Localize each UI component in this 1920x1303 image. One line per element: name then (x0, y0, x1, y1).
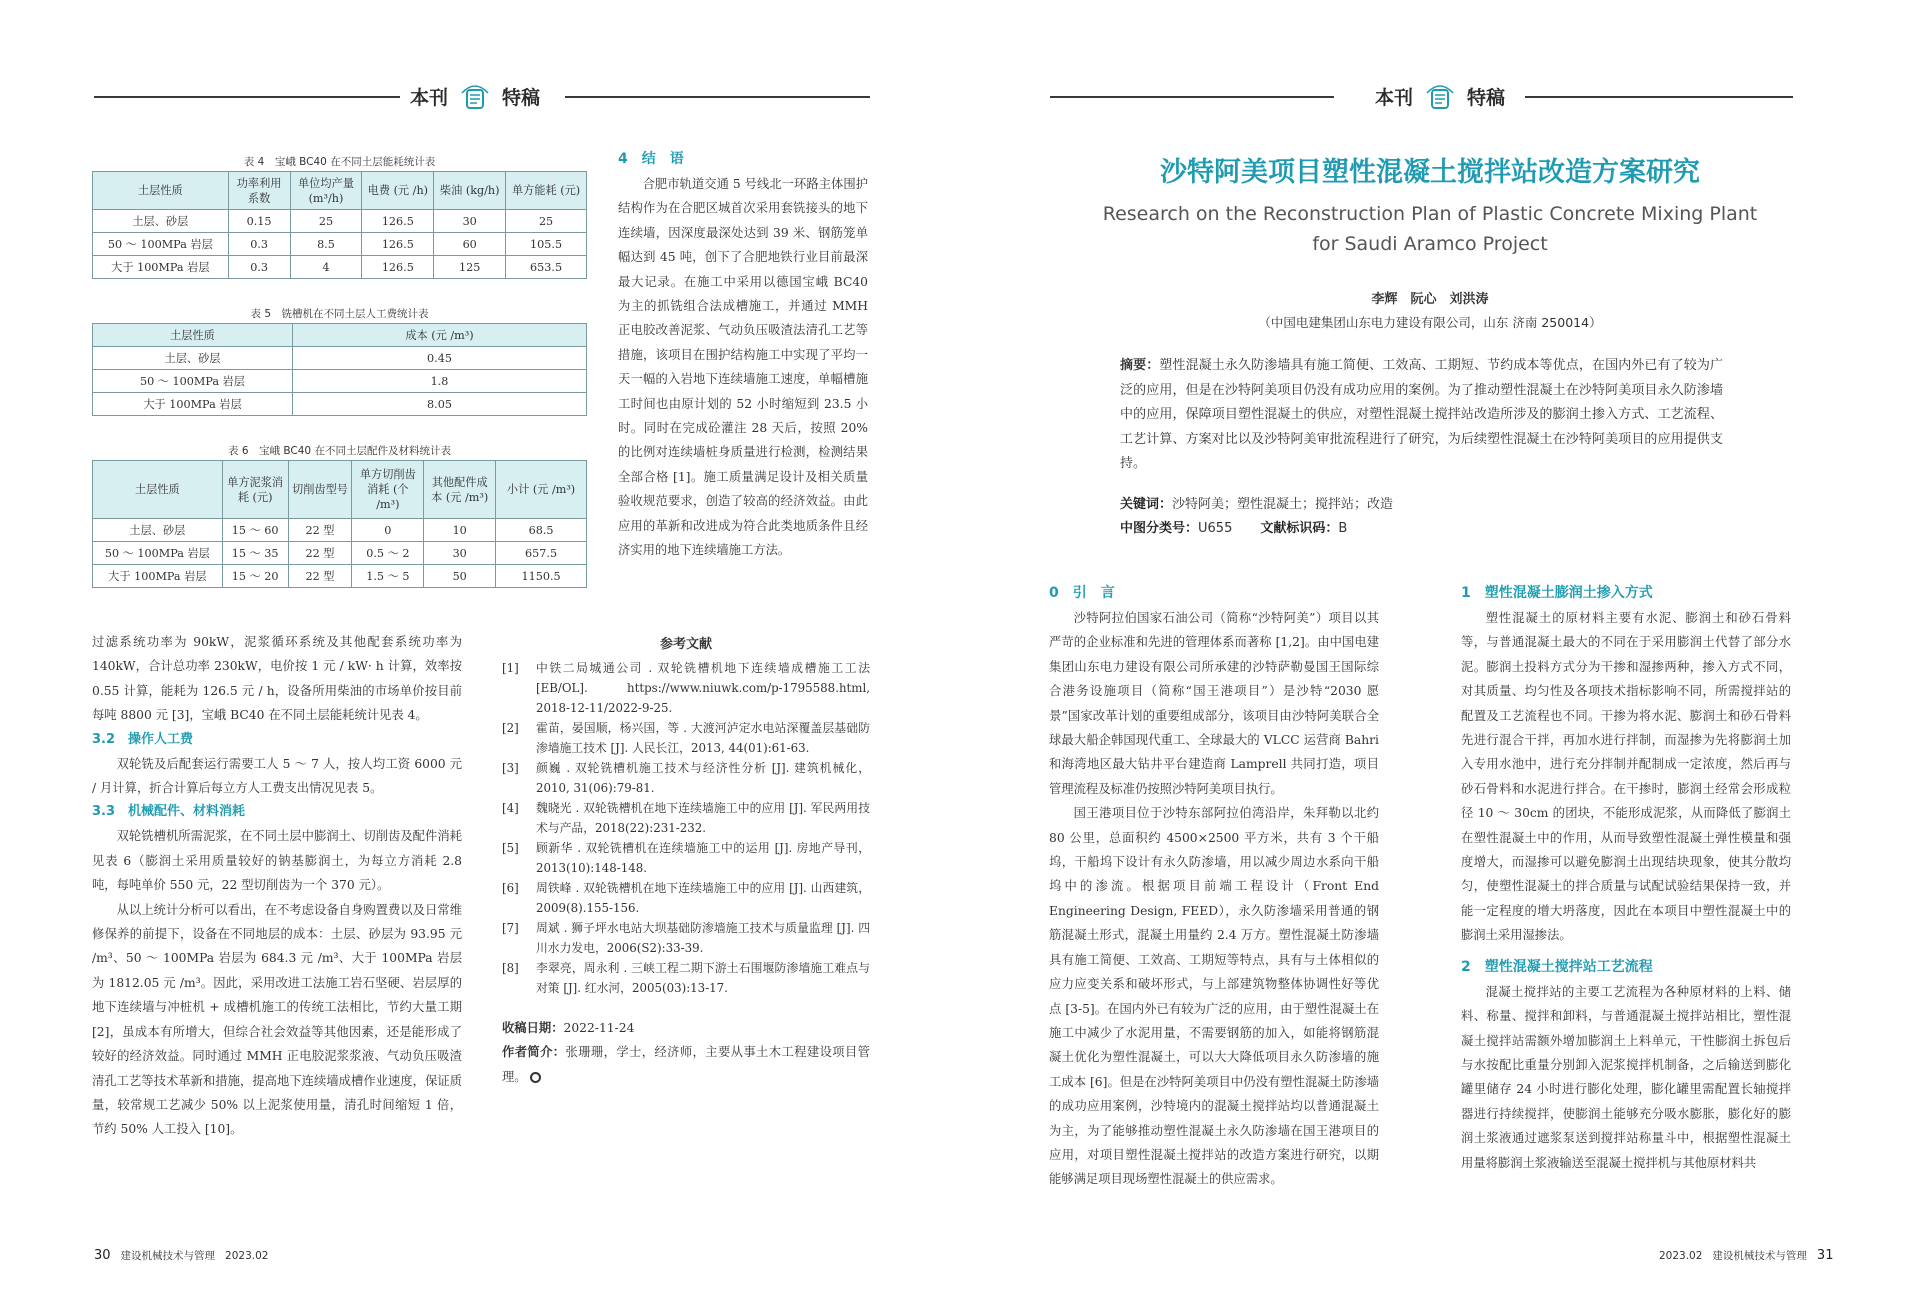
table-4 (92, 153, 587, 279)
section-heading-2: 2 塑性混凝土搅拌站工艺流程 (1461, 958, 1653, 975)
section-heading-3-3: 3.3 机械配件、材料消耗 (92, 804, 246, 820)
table-cell: 22 型 (288, 519, 352, 542)
right-page (960, 0, 1920, 1303)
table-5-caption: 表 5 铣槽机在不同土层人工费统计表 (250, 308, 429, 320)
reference-item (502, 718, 870, 758)
table-6 (92, 442, 587, 588)
table-cell: 大于 100MPa 岩层 (93, 256, 229, 279)
author-bio (502, 1040, 870, 1089)
keywords (1120, 493, 1723, 517)
paragraph: 国王港项目位于沙特东部阿拉伯湾沿岸，朱拜勒以北约 80 公里，总面积约 4500×2500 平方米，共有 3 个干船坞，干船坞下设计有永久防渗墙，用以减少周边水系向干船坞中的渗流。根据项目前端工程设计（Front End Engineering Design, FEED），永久防渗墙采用普通的钢筋混凝土形式，混凝土用量约 2.4 万方。塑性混凝土防渗墙具有施工简便、工效高、工期短等特点，具有与土体相似的应力应变关系和破坏形式，与上部建筑物整体协调性好等优点 [3-5]。在国内外已有较为广泛的应用，由于塑性混凝土在施工中减少了水泥用量，不需要钢筋的加入，如能将钢筋混凝土优化为塑性混凝土，可以大大降低项目永久防渗墙的施工成本 [6]。但是在沙特阿美项目中仍没有塑性混凝土防渗墙的成功应用案例，沙特境内的混凝土搅拌站均以普通混凝土为主，为了能够推动塑性混凝土永久防渗墙在国王港项目的应用，对项目塑性混凝土搅拌站的改造方案进行研究，以期能够满足项目现场塑性混凝土的供应需求。 (1049, 806, 1379, 1187)
book-icon (458, 79, 492, 113)
reference-text: 霍苗，晏国顺，杨兴国，等 . 大渡河泸定水电站深覆盖层基础防渗墙施工技术 [J]. 人民长江，2013, 44(01):61-63. (536, 721, 870, 755)
reference-number: [1] (502, 661, 519, 675)
table-cell: 30 (434, 210, 506, 233)
abstract-block (1120, 354, 1723, 541)
paragraph: 沙特阿拉伯国家石油公司（简称“沙特阿美”）项目以其严苛的企业标准和先进的管理体系而著称 [1,2]。由中国电建集团山东电力建设有限公司所承建的沙特萨勒曼国王国际综合港务设施项目（简称“国王港项目”）是沙特“2030 愿景”国家改革计划的重要组成部分，该项目由沙特阿美联合全球最大船企韩国现代重工、全球最大的 VLCC 运营商 Bahri 和海湾地区最大钻井平台建造商 Lamprell 共同打造，项目管理流程及标准仍按照沙特阿美项目执行。 (1049, 611, 1379, 796)
end-mark-icon (530, 1072, 541, 1083)
references (502, 632, 870, 1089)
clc-value: U655 (1198, 520, 1233, 536)
table-cell: 8.5 (290, 233, 362, 256)
table-cell: 土层、砂层 (93, 210, 229, 233)
table-cell: 30 (424, 542, 496, 565)
reference-text: 周铁峰 . 双轮铣槽机在地下连续墙施工中的应用 [J]. 山西建筑，2009(8).155-156. (536, 881, 870, 915)
table-cell: 126.5 (362, 256, 434, 279)
table-header-cell: 单方切削齿消耗 (个 /m³) (352, 461, 424, 519)
table-5-grid (92, 323, 587, 416)
table-row (93, 233, 587, 256)
header-rule-left (94, 96, 400, 98)
table-header-cell: 柴油 (kg/h) (434, 172, 506, 210)
keywords-label: 关键词： (1120, 496, 1173, 512)
table-header-cell: 土层性质 (93, 461, 223, 519)
issue-number: 2023.02 (225, 1250, 269, 1262)
reference-number: [3] (502, 761, 519, 775)
keywords-text: 沙特阿美；塑性混凝土；搅拌站；改造 (1172, 496, 1394, 512)
table-cell: 1.8 (293, 370, 587, 393)
left-column-text (92, 630, 462, 1142)
reference-number: [6] (502, 881, 519, 895)
reference-number: [8] (502, 961, 519, 975)
reference-text: 颜巍 . 双轮铣槽机施工技术与经济性分析 [J]. 建筑机械化，2010, 31(06):79-81. (536, 761, 870, 795)
issue-number: 2023.02 (1659, 1250, 1703, 1262)
table-cell: 大于 100MPa 岩层 (93, 565, 223, 588)
section-heading-0: 0 引 言 (1049, 585, 1115, 601)
table-cell: 60 (434, 233, 506, 256)
received-date (502, 1016, 870, 1040)
table-cell: 8.05 (293, 393, 587, 416)
table-cell: 126.5 (362, 210, 434, 233)
reference-item (502, 758, 870, 798)
table-header-cell: 电费 (元 /h) (362, 172, 434, 210)
table-6-caption: 表 6 宝峨 BC40 在不同土层配件及材料统计表 (228, 445, 451, 457)
table-row (93, 519, 587, 542)
header-rule-right (565, 96, 870, 98)
table-row (93, 210, 587, 233)
authors: 李辉 阮心 刘洪涛 (1371, 292, 1489, 307)
clc-label: 中图分类号： (1120, 520, 1199, 536)
table-cell: 25 (290, 210, 362, 233)
table-header-cell: 单位均产量 (m³/h) (290, 172, 362, 210)
abstract (1120, 354, 1723, 477)
table-cell: 4 (290, 256, 362, 279)
table-cell: 0.3 (228, 233, 290, 256)
table-4-grid (92, 171, 587, 279)
table-row (93, 347, 587, 370)
doc-code-label: 文献标识码： (1260, 520, 1339, 536)
right-column (1461, 580, 1791, 1175)
reference-item (502, 878, 870, 918)
paragraph: 过滤系统功率为 90kW，泥浆循环系统及其他配套系统功率为 140kW，合计总功率 230kW，电价按 1 元 / kW· h 计算，效率按 0.55 计算，能耗为 126.5 元 / h，设备所用柴油的市场单价按目前每吨 8800 元 [3]，宝峨 BC40 在不同土层能耗统计见表 4。 (92, 635, 462, 723)
table-header-cell: 单方能耗 (元) (506, 172, 587, 210)
page-number: 31 (1816, 1248, 1834, 1263)
table-row (93, 256, 587, 279)
table-cell: 50 ～ 100MPa 岩层 (93, 370, 293, 393)
masthead-label-1: 本刊 (410, 86, 449, 109)
footer-right (1659, 1248, 1833, 1263)
table-cell: 25 (506, 210, 587, 233)
table-cell: 0 (352, 519, 424, 542)
reference-item (502, 658, 870, 718)
masthead (1375, 74, 1505, 118)
paragraph: 从以上统计分析可以看出，在不考虑设备自身购置费以及日常维修保养的前提下，设备在不同地层的成本：土层、砂层为 93.95 元 /m³、50 ～ 100MPa 岩层为 684.3 元 /m³、大于 100MPa 岩层为 1812.05 元 /m³。因此，采用改进工法施工岩石坚硬、岩层厚的地下连续墙与冲桩机 + 成槽机施工的传统工法相比，节约大量工期 [2]，虽成本有所增大，但综合社会效益等其他因素，还是能形成了较好的经济效益。同时通过 MMH 正电胶泥浆浆液、气动负压吸渣清孔工艺等技术革新和措施，提高地下连续墙成槽作业速度，保证质量，较常规工艺减少 50% 以上泥浆使用量，清孔时间缩短 1 倍，节约 50% 人工投入 [10]。 (92, 902, 462, 1137)
table-cell: 22 型 (288, 565, 352, 588)
journal-name: 建设机械技术与管理 (120, 1250, 216, 1262)
table-header-cell: 土层性质 (93, 172, 229, 210)
table-row (93, 565, 587, 588)
introduction-section (1049, 580, 1379, 1192)
masthead-label-2: 特稿 (1467, 86, 1506, 109)
abstract-label: 摘要： (1120, 358, 1160, 373)
table-cell: 0.5 ～ 2 (352, 542, 424, 565)
reference-text: 顾新华 . 双轮铣槽机在连续墙施工中的运用 [J]. 房地产导刊，2013(10):148-148. (536, 841, 870, 875)
table-cell: 657.5 (496, 542, 587, 565)
classification-line (1120, 517, 1723, 541)
journal-name: 建设机械技术与管理 (1712, 1250, 1807, 1262)
table-cell: 1.5 ～ 5 (352, 565, 424, 588)
masthead (410, 74, 540, 118)
table-cell: 50 ～ 100MPa 岩层 (93, 542, 223, 565)
table-header-cell: 功率利用系数 (228, 172, 290, 210)
reference-item (502, 798, 870, 838)
reference-text: 李翠亮，周永利 . 三峡工程二期下游土石围堰防渗墙施工难点与对策 [J]. 红水河，2005(03):13-17. (536, 961, 870, 995)
paragraph: 混凝土搅拌站的主要工艺流程为各种原材料的上料、储料、称量、搅拌和卸料，与普通混凝土搅拌站相比，塑性混凝土搅拌站需额外增加膨润土上料单元，干性膨润土拆包后与水按配比重量分别卸入泥浆搅拌机制备，之后输送到膨化罐里储存 24 小时进行膨化处理，膨化罐里需配置长轴搅拌器进行持续搅拌，使膨润土能够充分吸水膨胀，膨化好的膨润土浆液通过遮浆泵送到搅拌站称量斗中，根据塑性混凝土用量将膨润土浆液输送至混凝土搅拌机与其他原材料共 (1461, 984, 1791, 1170)
table-header-cell: 小计 (元 /m³) (496, 461, 587, 519)
table-row (93, 393, 587, 416)
table-header-cell: 土层性质 (93, 324, 293, 347)
masthead-label-2: 特稿 (502, 86, 541, 109)
table-6-grid (92, 460, 587, 588)
reference-number: [7] (502, 921, 519, 935)
reference-number: [5] (502, 841, 519, 855)
table-5 (92, 305, 587, 416)
section-heading-1: 1 塑性混凝土膨润土掺入方式 (1461, 585, 1653, 601)
article-title-block (1050, 150, 1810, 259)
table-cell: 126.5 (362, 233, 434, 256)
table-row (93, 542, 587, 565)
reference-text: 中铁二局城通公司 . 双轮铣槽机地下连续墙成槽施工工法 [EB/OL]. https://www.niuwk.com/p-1795588.html, 2018-12-11/2022-9-25. (536, 661, 870, 715)
table-cell: 50 ～ 100MPa 岩层 (93, 233, 229, 256)
paragraph: 塑性混凝土的原材料主要有水泥、膨润土和砂石骨料等，与普通混凝土最大的不同在于采用膨润土代替了部分水泥。膨润土投料方式分为干掺和湿掺两种，掺入方式不同，对其质量、均匀性及各项技术指标影响不同，所需搅拌站的配置及工艺流程也不同。干掺为将水泥、膨润土和砂石骨料先进行混合干拌，再加水进行拌制，而湿掺为先将膨润土加入专用水池中，进行充分拌制并配制成一定浓度，然后再与砂石骨料和水泥进行拌合。在干掺时，膨润土经常会形成粒径 10 ～ 30cm 的团块，不能形成泥浆，从而降低了膨润土在塑性混凝土中的作用，从而导致塑性混凝土弹性模量和强度增大，而湿掺可以避免膨润土出现结块现象，使其分散均匀，使塑性混凝土的拌合质量与试配试验结果保持一致，并能一定程度的增大坍落度，因此在本项目中塑性混凝土中的膨润土采用湿掺法。 (1461, 611, 1791, 943)
table-header-cell: 单方泥浆消耗 (元) (222, 461, 288, 519)
table-cell: 0.3 (228, 256, 290, 279)
affiliation: （中国电建集团山东电力建设有限公司，山东 济南 250014） (1258, 315, 1602, 330)
reference-item (502, 918, 870, 958)
table-header-cell: 其他配件成本 (元 /m³) (424, 461, 496, 519)
masthead-label-1: 本刊 (1375, 86, 1414, 109)
references-title: 参考文献 (659, 637, 712, 652)
table-cell: 0.45 (293, 347, 587, 370)
page-number: 30 (94, 1248, 111, 1263)
header-rule-left (1050, 96, 1334, 98)
reference-number: [2] (502, 721, 519, 735)
table-cell: 125 (434, 256, 506, 279)
table-header-cell: 成本 (元 /m³) (293, 324, 587, 347)
section-heading-4: 4 结 语 (618, 151, 684, 167)
received-value: 2022-11-24 (563, 1021, 635, 1035)
table-cell: 1150.5 (496, 565, 587, 588)
table-cell: 10 (424, 519, 496, 542)
table-header-cell: 切削齿型号 (288, 461, 352, 519)
doc-code-value: B (1338, 520, 1348, 536)
abstract-text: 塑性混凝土永久防渗墙具有施工简便、工效高、工期短、节约成本等优点，在国内外已有了较为广泛的应用，但是在沙特阿美项目仍没有成功应用的案例。为了推动塑性混凝土在沙特阿美项目永久防渗墙中的应用，保障项目塑性混凝土的供应，对塑性混凝土搅拌站改造所涉及的膨润土掺入方式、工艺流程、工艺计算、方案对比以及沙特阿美审批流程进行了研究，为后续塑性混凝土在沙特阿美项目的应用提供支持。 (1120, 358, 1723, 471)
table-cell: 15 ～ 35 (222, 542, 288, 565)
paragraph: 合肥市轨道交通 5 号线北一环路主体围护结构作为在合肥区城首次采用套铣接头的地下连续墙，因深度最深处达到 39 米、钢筋笼单幅达到 45 吨，创下了合肥地铁行业目前最深最大记录。在施工中采用以德国宝峨 BC40 为主的抓铣组合法成槽施工，并通过 MMH 正电胶改善泥浆、气动负压吸渣法清孔工艺等措施，该项目在围护结构施工中实现了平均一天一幅的入岩地下连续墙施工速度，单幅槽施工时间也由原计划的 52 小时缩短到 23.5 小时。同时在完成砼灌注 28 天后，按照 20% 的比例对连续墙桩身质量进行检测，检测结果全部合格 [1]。施工质量满足设计及相关质量验收规范要求，创造了较高的经济效益。由此应用的革新和改进成为符合此类地质条件且经济实用的地下连续墙施工方法。 (618, 177, 868, 558)
table-cell: 22 型 (288, 542, 352, 565)
reference-text: 魏晓光 . 双轮铣槽机在地下连续墙施工中的应用 [J]. 军民两用技术与产品，2018(22):231-232. (536, 801, 870, 835)
received-label: 收稿日期： (502, 1020, 564, 1035)
article-title-english-line-1: Research on the Reconstruction Plan of Plastic Concrete Mixing Plant (1102, 203, 1758, 225)
table-cell: 大于 100MPa 岩层 (93, 393, 293, 416)
table-cell: 0.15 (228, 210, 290, 233)
article-title: 沙特阿美项目塑性混凝土搅拌站改造方案研究 (1160, 157, 1700, 188)
reference-text: 周斌 . 狮子坪水电站大坝基础防渗墙施工技术与质量监理 [J]. 四川水力发电，2006(S2):33-39. (536, 921, 870, 955)
reference-item (502, 958, 870, 998)
table-cell: 68.5 (496, 519, 587, 542)
author-bio-label: 作者简介： (502, 1044, 566, 1060)
footer-left (94, 1248, 268, 1263)
table-cell: 15 ～ 60 (222, 519, 288, 542)
reference-item (502, 838, 870, 878)
table-cell: 土层、砂层 (93, 347, 293, 370)
table-cell: 653.5 (506, 256, 587, 279)
reference-number: [4] (502, 801, 519, 815)
header-rule-right (1525, 96, 1793, 98)
book-icon (1423, 79, 1457, 113)
table-cell: 15 ～ 20 (222, 565, 288, 588)
article-title-english-line-2: for Saudi Aramco Project (1312, 233, 1548, 255)
table-4-caption: 表 4 宝峨 BC40 在不同土层能耗统计表 (243, 156, 436, 168)
section-heading-3-2: 3.2 操作人工费 (92, 731, 194, 747)
table-cell: 50 (424, 565, 496, 588)
author-block (1050, 288, 1810, 331)
table-row (93, 370, 587, 393)
author-bio-text: 张珊珊，学士，经济师，主要从事土木工程建设项目管理。 (502, 1045, 870, 1084)
table-cell: 105.5 (506, 233, 587, 256)
paragraph: 双轮铣及后配套运行需要工人 5 ～ 7 人，按人均工资 6000 元 / 月计算，折合计算后每立方人工费支出情况见表 5。 (92, 756, 462, 796)
paragraph: 双轮铣槽机所需泥浆，在不同土层中膨润土、切削齿及配件消耗见表 6（膨润土采用质量较好的钠基膨润土，为每立方消耗 2.8 吨，每吨单价 550 元，22 型切削齿为一个 370 元）。 (92, 829, 462, 893)
table-cell: 土层、砂层 (93, 519, 223, 542)
conclusion-section (618, 146, 868, 563)
